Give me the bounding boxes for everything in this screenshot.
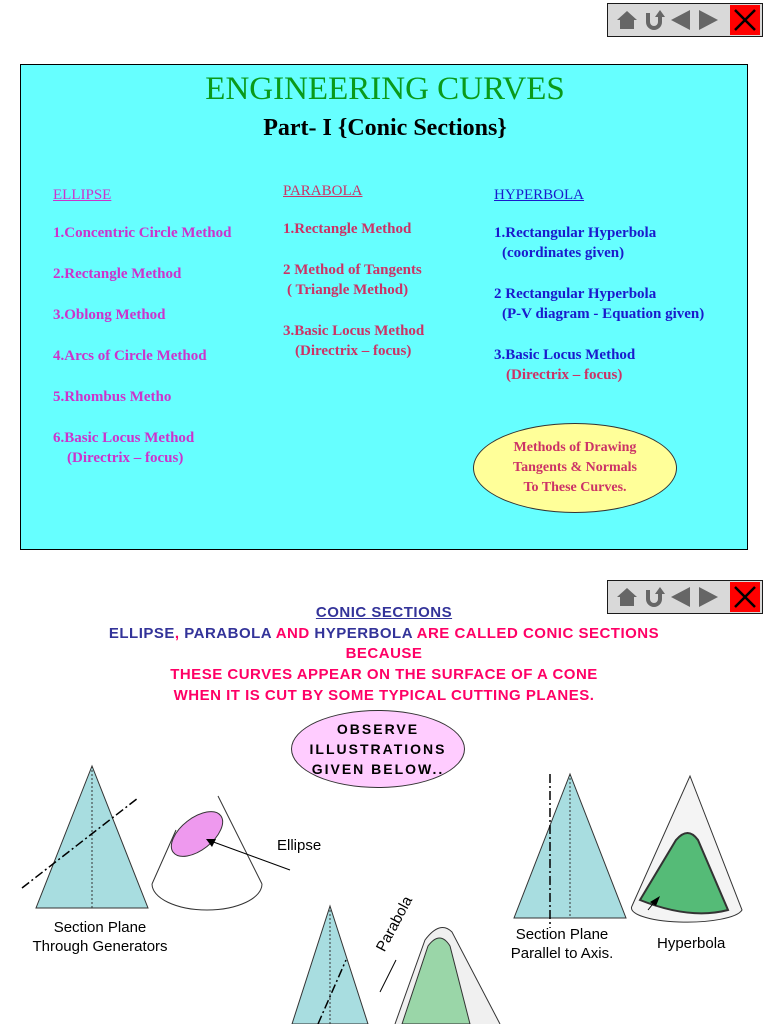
comma: ,	[174, 625, 180, 642]
oval-line: To These Curves.	[523, 480, 627, 495]
hyperbola-heading: HYPERBOLA	[494, 187, 585, 203]
conic-sections-heading: CONIC SECTIONS	[315, 604, 453, 621]
label-parabola: Parabola	[372, 893, 417, 955]
list-item: (Directrix – focus)	[506, 367, 623, 383]
next-icon	[697, 9, 719, 31]
oval-line: Methods of Drawing	[513, 440, 637, 455]
slide-subtitle: Part- I {Conic Sections}	[263, 115, 507, 141]
home-icon	[616, 10, 638, 30]
label-ellipse: Ellipse	[277, 837, 322, 854]
previous-icon	[670, 9, 692, 31]
label-line: Through Generators	[32, 938, 168, 955]
label-hyperbola: Hyperbola	[657, 935, 726, 952]
ellipse-column	[53, 185, 293, 468]
label-line: Section Plane	[515, 926, 609, 943]
word-and: AND	[275, 625, 310, 642]
list-item: 3.Basic Locus Method	[283, 323, 425, 339]
label-line: Section Plane	[53, 919, 147, 936]
list-item: 2 Rectangular Hyperbola	[494, 286, 657, 302]
close-icon	[733, 8, 757, 32]
return-button[interactable]	[641, 6, 667, 34]
next-button[interactable]	[695, 6, 721, 34]
parabola-column	[283, 181, 483, 361]
label-section-generators	[20, 918, 180, 956]
list-item: 1.Rectangle Method	[283, 221, 412, 237]
list-item: 3.Oblong Method	[53, 307, 166, 323]
list-item: (coordinates given)	[502, 245, 625, 261]
close-button[interactable]	[730, 5, 760, 35]
cone-ellipse-section	[22, 766, 148, 908]
nav-bar-top	[607, 3, 763, 37]
conic-line-1	[0, 625, 768, 642]
line1-rest: ARE CALLED CONIC SECTIONS	[416, 625, 660, 642]
observe-line: OBSERVE	[336, 721, 420, 737]
word-parabola: PARABOLA	[184, 625, 272, 642]
label-section-axis	[498, 925, 626, 963]
return-icon	[643, 9, 665, 31]
word-hyperbola: HYPERBOLA	[314, 625, 413, 642]
list-item: 3.Basic Locus Method	[494, 347, 636, 363]
conic-line-2: BECAUSE	[345, 645, 423, 662]
observe-line: ILLUSTRATIONS	[309, 741, 447, 757]
conic-illustrations	[0, 760, 768, 1024]
slide-title: ENGINEERING CURVES	[205, 71, 565, 107]
list-item: ( Triangle Method)	[287, 282, 409, 298]
oval-line: Tangents & Normals	[513, 460, 637, 475]
word-ellipse: ELLIPSE	[108, 625, 175, 642]
cone-parabola-section	[292, 906, 368, 1024]
ellipse-heading: ELLIPSE	[53, 187, 112, 203]
cone-hyperbola-section	[514, 774, 626, 928]
previous-button[interactable]	[668, 6, 694, 34]
list-item: (Directrix – focus)	[295, 343, 412, 359]
home-button[interactable]	[614, 6, 640, 34]
truncated-cone-hyperbola	[631, 776, 742, 922]
list-item: 4.Arcs of Circle Method	[53, 348, 207, 364]
list-item: 2 Method of Tangents	[283, 262, 422, 278]
list-item: (Directrix – focus)	[67, 450, 184, 466]
truncated-cone-parabola	[380, 928, 500, 1024]
list-item: 1.Concentric Circle Method	[53, 225, 232, 241]
list-item: (P-V diagram - Equation given)	[502, 306, 705, 322]
parabola-heading: PARABOLA	[283, 183, 363, 199]
list-item: 2.Rectangle Method	[53, 266, 182, 282]
observe-line: GIVEN BELOW..	[311, 761, 445, 777]
label-line: Parallel to Axis.	[510, 945, 614, 962]
list-item: 5.Rhombus Metho	[53, 389, 172, 405]
slide-engineering-curves	[20, 64, 748, 550]
hyperbola-column	[494, 185, 744, 385]
tangents-normals-oval[interactable]	[473, 423, 677, 513]
list-item: 1.Rectangular Hyperbola	[494, 225, 657, 241]
truncated-cone-ellipse	[152, 796, 290, 910]
conic-line-3: THESE CURVES APPEAR ON THE SURFACE OF A CONE	[170, 666, 598, 683]
list-item: 6.Basic Locus Method	[53, 430, 195, 446]
conic-line-4: WHEN IT IS CUT BY SOME TYPICAL CUTTING PLANES.	[173, 687, 595, 704]
